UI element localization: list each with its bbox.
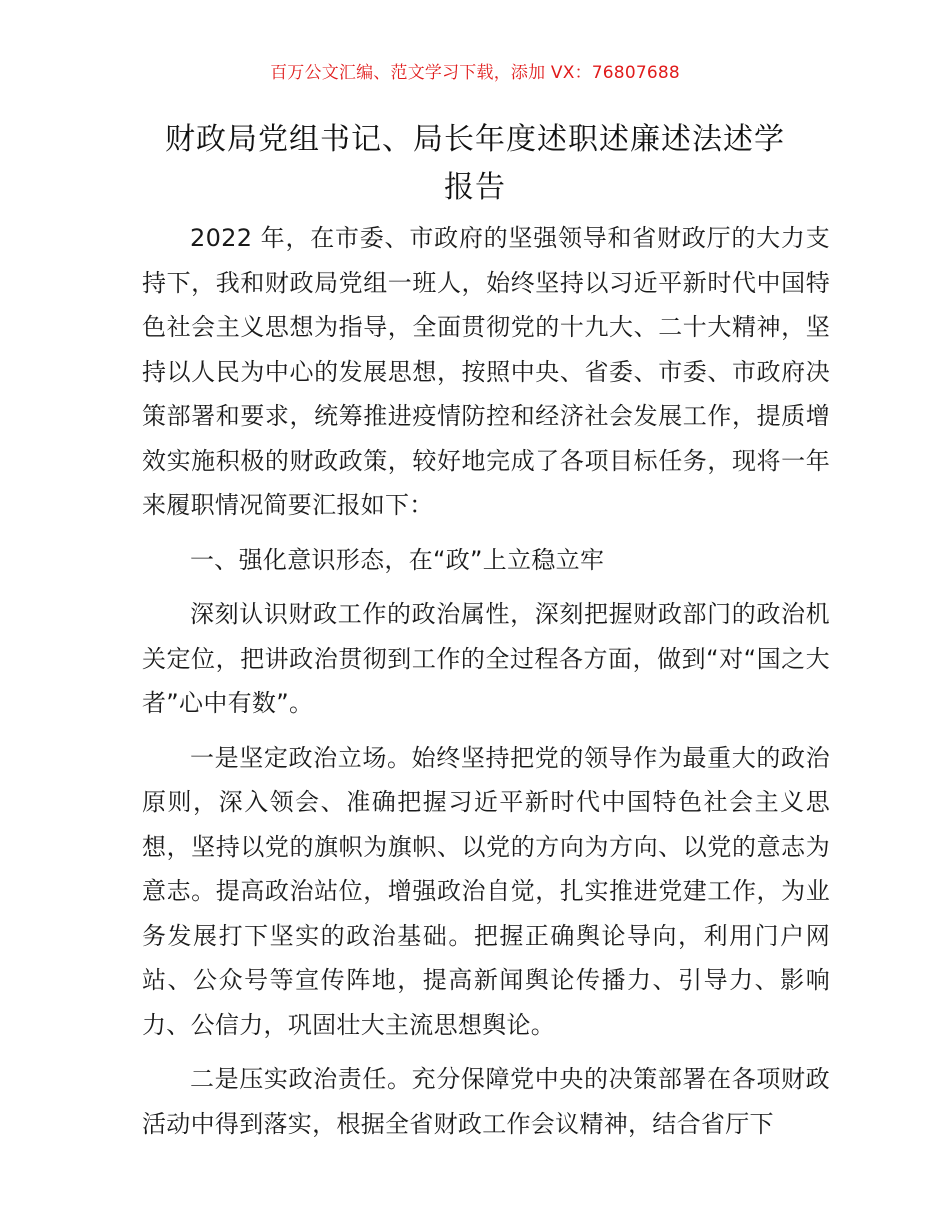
document-title xyxy=(120,116,830,212)
document-body xyxy=(142,216,830,1146)
header-contact-note: 百万公文汇编、范文学习下载，添加 VX：76807688 xyxy=(270,63,680,83)
point-1-paragraph: 一是坚定政治立场。始终坚持把党的领导作为最重大的政治原则，深入领会、准确把握习近平新时代中国特色社会主义思想，坚持以党的旗帜为旗帜、以党的方向为方向、以党的意志为意志。提高政治站位，增强政治自觉，扎实推进党建工作，为业务发展打下坚实的政治基础。把握正确舆论导向，利用门户网站、公众号等宣传阵地，提高新闻舆论传播力、引导力、影响力、公信力，巩固壮大主流思想舆论。 xyxy=(142,743,830,1039)
title-line-1: 财政局党组书记、局长年度述职述廉述法述学 xyxy=(165,122,785,157)
section-1-paragraph: 深刻认识财政工作的政治属性，深刻把握财政部门的政治机关定位，把讲政治贯彻到工作的全过程各方面，做到“对“国之大者”心中有数”。 xyxy=(142,600,830,717)
title-line-2: 报告 xyxy=(444,170,506,205)
point-2-paragraph: 二是压实政治责任。充分保障党中央的决策部署在各项财政活动中得到落实，根据全省财政工作会议精神，结合省厅下 xyxy=(142,1065,830,1138)
intro-paragraph: 2022 年，在市委、市政府的坚强领导和省财政厅的大力支持下，我和财政局党组一班人，始终坚持以习近平新时代中国特色社会主义思想为指导，全面贯彻党的十九大、二十大精神，坚持以人民为中心的发展思想，按照中央、省委、市委、市政府决策部署和要求，统筹推进疫情防控和经济社会发展工作，提质增效实施积极的财政政策，较好地完成了各项目标任务，现将一年来履职情况简要汇报如下： xyxy=(142,224,830,519)
section-heading-1: 一、强化意识形态，在“政”上立稳立牢 xyxy=(190,545,605,574)
